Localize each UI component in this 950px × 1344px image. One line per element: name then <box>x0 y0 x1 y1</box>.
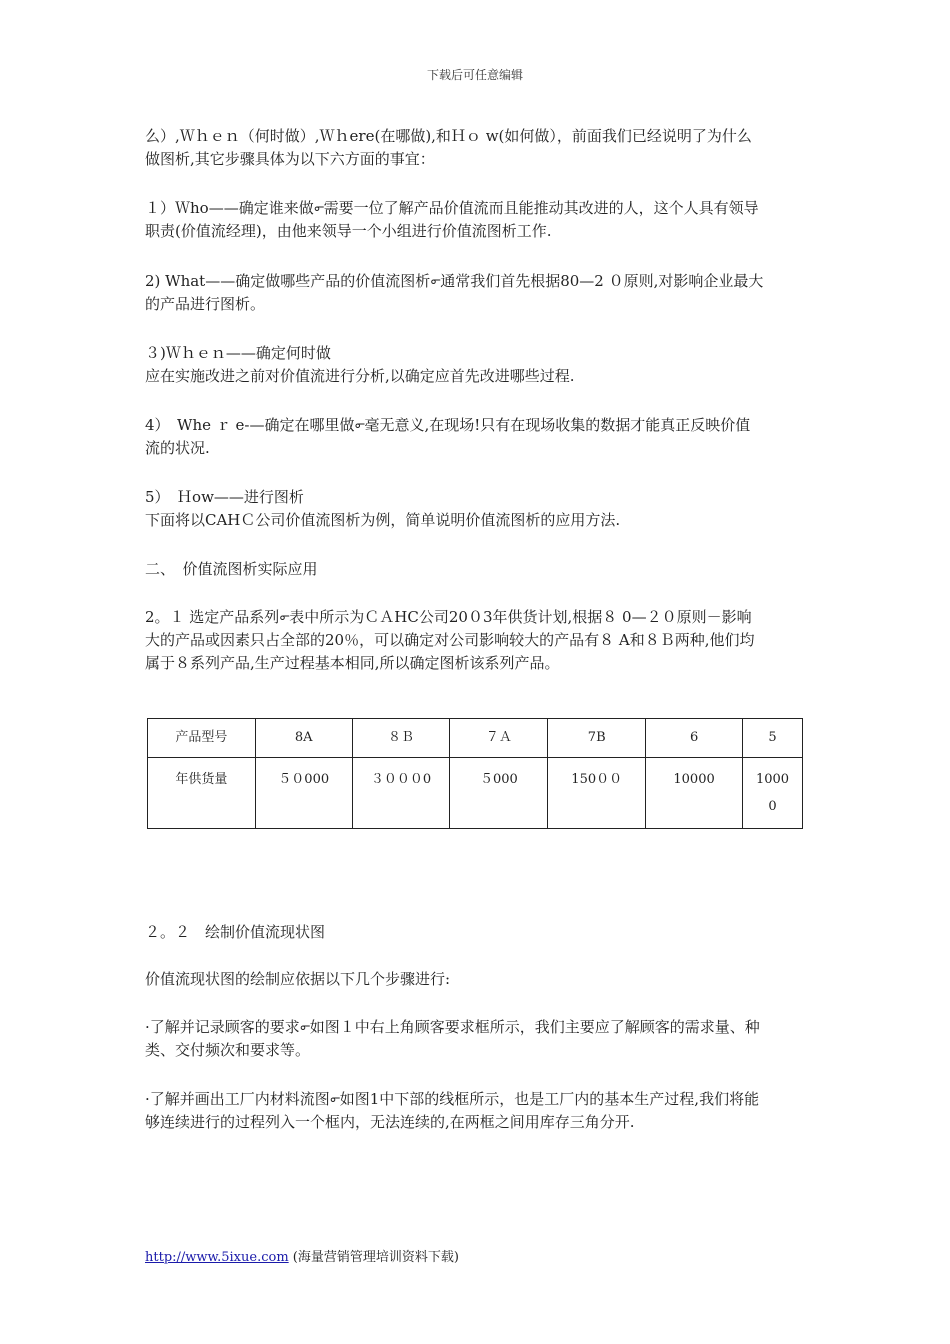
section-heading-2-2 <box>145 921 807 944</box>
paragraph-material-flow <box>145 1088 807 1134</box>
text-line: 够连续进行的过程列入一个框内，无法连续的,在两框之间用库存三角分开. <box>145 1113 635 1131</box>
table-row <box>148 719 803 758</box>
text-line: 流的状况. <box>145 439 210 457</box>
supply-plan-table <box>147 718 803 829</box>
text-line: 大的产品或因素只占全部的20％，可以确定对公司影响较大的产品有８ A和８Ｂ两种,他们均 <box>145 631 755 649</box>
paragraph-who <box>145 197 807 243</box>
text-line: ·了解并记录顾客的要求൳如图１中右上角顾客要求框所示，我们主要应了解顾客的需求量、种 <box>145 1018 760 1036</box>
paragraph-how <box>145 486 807 532</box>
table-row <box>148 758 803 829</box>
paragraph-where <box>145 414 807 460</box>
text-line: 下面将以CAHＣ公司价值流图析为例，简单说明价值流图析的应用方法. <box>145 511 621 529</box>
text-line: ２。２ 绘制价值流现状图 <box>145 923 326 941</box>
text-line: １）Ｗho——确定谁来做൳需要一位了解产品价值流而且能推动其改进的人，这个人具有领导 <box>145 199 759 217</box>
text-line: 5） Ｈow——进行图析 <box>145 488 304 506</box>
paragraph-intro <box>145 125 807 171</box>
table-cell: ３０００0 <box>352 758 450 829</box>
footer-link[interactable]: http://www.5ixue.com <box>145 1250 289 1265</box>
text-line: 应在实施改进之前对价值流进行分析,以确定应首先改进哪些过程. <box>145 367 575 385</box>
table-cell <box>743 758 803 829</box>
cell-line: 1000 <box>755 772 790 787</box>
paragraph-steps-intro <box>145 968 807 991</box>
text-line: 职责(价值流经理)，由他来领导一个小组进行价值流图析工作. <box>145 222 552 240</box>
footer-note: (海量营销管理培训资料下载) <box>292 1250 459 1265</box>
paragraph-customer-req <box>145 1016 807 1062</box>
paragraph-when <box>145 342 807 388</box>
text-line: 做图析,其它步骤具体为以下六方面的事宜： <box>145 150 435 168</box>
text-line: 4） Whe ｒ e-—确定在哪里做൳毫无意义,在现场!只有在现场收集的数据才能真正反映价值 <box>145 416 751 434</box>
cell-line: 0 <box>768 799 777 814</box>
page-header: 下载后可任意编辑 <box>426 68 523 82</box>
table-cell: 8A <box>255 719 352 758</box>
table-cell: 5 <box>743 719 803 758</box>
text-line: 的产品进行图析。 <box>145 295 266 313</box>
text-line: ３)Ｗｈｅｎ——确定何时做 <box>145 344 331 362</box>
text-line: ·了解并画出工厂内材料流图൳如图1中下部的线框所示，也是工厂内的基本生产过程,我们将能 <box>145 1090 760 1108</box>
table-cell: 产品型号 <box>148 719 256 758</box>
paragraph-2-1 <box>145 606 807 675</box>
paragraph-what <box>145 270 807 316</box>
text-line: 2) What——确定做哪些产品的价值流图析൳通常我们首先根据80—2 ０原则,对影响企业最大 <box>145 272 764 290</box>
text-line: 属于８系列产品,生产过程基本相同,所以确定图析该系列产品。 <box>145 654 560 672</box>
table-cell: ８Ｂ <box>352 719 450 758</box>
table-cell: ５000 <box>450 758 548 829</box>
section-heading-2 <box>145 558 807 581</box>
text-line: 2。１ 选定产品系列൳表中所示为ＣＡHC公司20０3年供货计划,根据８ 0—２０原则－影响 <box>145 608 752 626</box>
table-cell: ７Ａ <box>450 719 548 758</box>
text-line: 价值流现状图的绘制应依据以下几个步骤进行: <box>145 970 451 988</box>
table-cell: 7B <box>548 719 646 758</box>
table-cell: ５０000 <box>255 758 352 829</box>
text-line: 二、 价值流图析实际应用 <box>145 560 318 578</box>
table-cell: 10000 <box>646 758 743 829</box>
text-line: 么）,Ｗｈｅｎ（何时做）,Ｗｈere(在哪做),和Ｈｏ w(如何做），前面我们已经说明了为什么 <box>145 127 752 145</box>
page-footer <box>145 1246 459 1265</box>
table-cell: 6 <box>646 719 743 758</box>
table-cell: 150００ <box>548 758 646 829</box>
text-line: 类、交付频次和要求等。 <box>145 1041 311 1059</box>
table-cell: 年供货量 <box>148 758 256 829</box>
